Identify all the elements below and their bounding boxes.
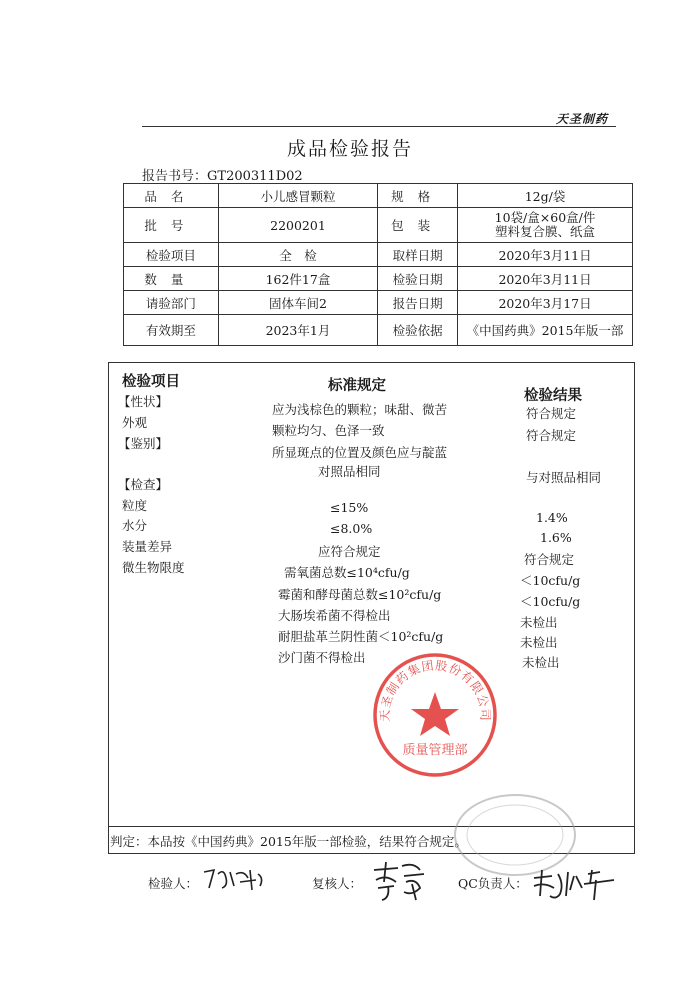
conclusion-text: 判定：本品按《中国药典》2015年版一部检验，结果符合规定。 <box>110 834 467 849</box>
table-row <box>124 267 633 291</box>
report-number <box>142 165 303 184</box>
qty-label: 数量 <box>124 267 219 291</box>
basis-value: 《中国药典》2015年版一部 <box>458 315 633 346</box>
pack-value-line2: 塑料复合膜、纸盒 <box>495 224 596 239</box>
info-table <box>123 183 633 346</box>
res-loading: 符合规定 <box>524 552 575 567</box>
std-identify-1: 所显斑点的位置及颜色应与靛蓝 <box>272 445 448 460</box>
std-character-1: 应为浅棕色的颗粒；味甜、微苦 <box>272 402 448 417</box>
res-bile: 未检出 <box>520 635 558 650</box>
sample-date-label: 取样日期 <box>378 243 458 267</box>
section-identify: 【鉴别】 <box>118 436 169 451</box>
report-date-label: 报告日期 <box>378 291 458 315</box>
pack-value <box>458 208 633 243</box>
std-bile: 耐胆盐革兰阴性菌＜10²cfu/g <box>278 629 444 644</box>
microbe-label: 微生物限度 <box>122 560 185 575</box>
sample-date-value: 2020年3月11日 <box>458 243 633 267</box>
quality-dept-seal-icon <box>370 650 500 780</box>
batch-label: 批号 <box>124 208 219 243</box>
res-aerobic: ＜10cfu/g <box>520 573 581 588</box>
batch-value: 2200201 <box>218 208 377 243</box>
spec-value: 12g/袋 <box>458 184 633 208</box>
std-loading: 应符合规定 <box>318 544 381 559</box>
res-salmonella: 未检出 <box>522 655 560 670</box>
reviewer-label: 复核人： <box>312 876 363 891</box>
test-date-value: 2020年3月11日 <box>458 267 633 291</box>
page-title: 成品检验报告 <box>286 138 413 160</box>
dept-label: 请验部门 <box>124 291 219 315</box>
granularity-label: 粒度 <box>122 498 148 513</box>
col-result-header: 检验结果 <box>524 387 582 404</box>
seal-company-text: 天圣制药集团股份有限公司 <box>377 658 493 722</box>
expiry-label: 有效期至 <box>124 315 219 346</box>
res-ecoli: 未检出 <box>520 615 558 630</box>
expiry-value: 2023年1月 <box>218 315 377 346</box>
qc-signature-icon <box>530 866 620 906</box>
res-moisture: 1.6% <box>540 530 572 545</box>
pack-label: 包装 <box>378 208 458 243</box>
inspector-label: 检验人： <box>148 876 199 891</box>
std-moisture: ≤8.0% <box>330 521 373 536</box>
spec-label: 规格 <box>378 184 458 208</box>
report-number-value: GT200311D02 <box>207 169 303 184</box>
std-identify-2: 对照品相同 <box>318 464 381 479</box>
reviewer-signature-icon <box>368 860 428 902</box>
std-salmonella: 沙门菌不得检出 <box>278 650 366 665</box>
std-aerobic: 需氧菌总数≤10⁴cfu/g <box>284 565 410 580</box>
loading-label: 装量差异 <box>122 539 173 554</box>
qty-value: 162件17盒 <box>218 267 377 291</box>
pack-value-line1: 10袋/盒×60盒/件 <box>494 210 596 225</box>
table-row <box>124 315 633 346</box>
res-character-2: 符合规定 <box>526 428 577 443</box>
res-granularity: 1.4% <box>536 510 568 525</box>
table-row <box>124 243 633 267</box>
table-row <box>124 208 633 243</box>
test-date-label: 检验日期 <box>378 267 458 291</box>
inspector-signature-icon <box>200 864 270 894</box>
dept-value: 固体车间2 <box>218 291 377 315</box>
section-check: 【检查】 <box>118 477 169 492</box>
basis-label: 检验依据 <box>378 315 458 346</box>
name-value: 小儿感冒颗粒 <box>218 184 377 208</box>
report-number-label: 报告书号： <box>142 169 208 184</box>
res-character-1: 符合规定 <box>526 406 577 421</box>
res-identify: 与对照品相同 <box>526 470 602 485</box>
res-mold: ＜10cfu/g <box>520 594 581 609</box>
item-label: 检验项目 <box>124 243 219 267</box>
seal-dept-text: 质量管理部 <box>402 743 468 758</box>
col-item-header: 检验项目 <box>122 373 180 390</box>
table-row <box>124 291 633 315</box>
company-logo-text: 天圣制药 <box>556 112 609 126</box>
header-rule <box>142 126 616 127</box>
std-mold: 霉菌和酵母菌总数≤10²cfu/g <box>278 587 442 602</box>
qc-label: QC负责人： <box>458 876 528 891</box>
report-date-value: 2020年3月17日 <box>458 291 633 315</box>
table-row <box>124 184 633 208</box>
item-value: 全 检 <box>218 243 377 267</box>
moisture-label: 水分 <box>122 518 148 533</box>
std-character-2: 颗粒均匀、色泽一致 <box>272 423 385 438</box>
col-standard-header: 标准规定 <box>328 377 386 394</box>
appearance-label: 外观 <box>122 415 148 430</box>
name-label: 品名 <box>124 184 219 208</box>
std-ecoli: 大肠埃希菌不得检出 <box>278 608 391 623</box>
section-character: 【性状】 <box>118 394 169 409</box>
std-granularity: ≤15% <box>330 500 369 515</box>
